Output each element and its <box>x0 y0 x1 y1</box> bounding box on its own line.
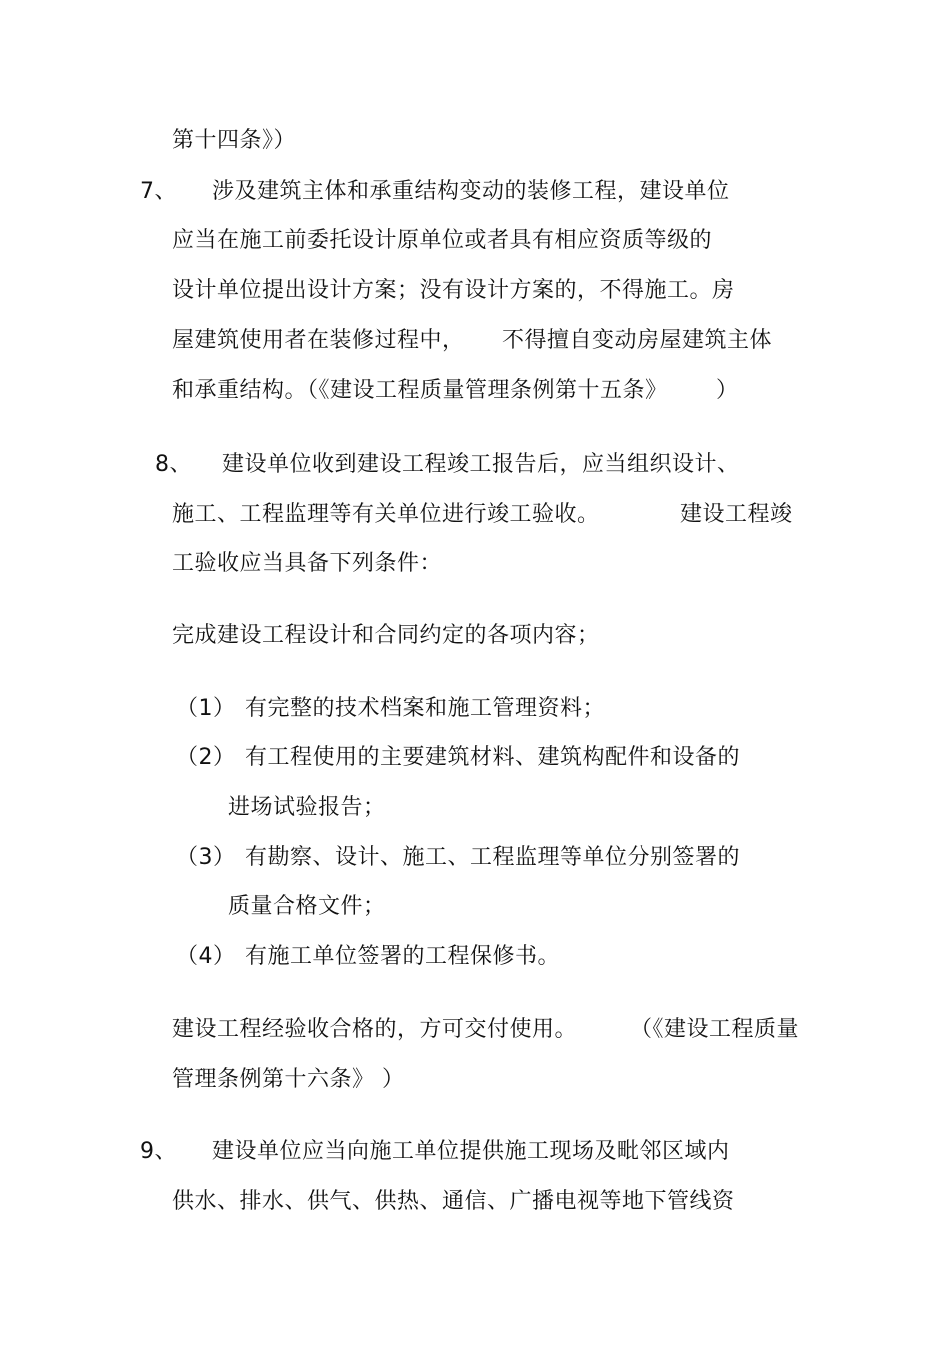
text-line: （《建设工程质量 <box>630 1017 800 1042</box>
item-number: 7、 <box>140 179 177 204</box>
text-line: 建设单位应当向施工单位提供施工现场及毗邻区域内 <box>212 1139 730 1164</box>
text-line: 设计单位提出设计方案；没有设计方案的，不得施工。房 <box>172 278 735 303</box>
text-line: 完成建设工程设计和合同约定的各项内容； <box>172 623 600 648</box>
list-marker: （2） <box>176 745 236 770</box>
item-number: 8、 <box>155 452 192 477</box>
list-item: 有勘察、设计、施工、工程监理等单位分别签署的 <box>245 845 741 870</box>
text-line: 供水、排水、供气、供热、通信、广播电视等地下管线资 <box>172 1189 735 1214</box>
list-item: 有完整的技术档案和施工管理资料； <box>245 696 606 721</box>
list-marker: （4） <box>176 944 236 969</box>
list-item: 有施工单位签署的工程保修书。 <box>245 944 561 969</box>
text-line: 建设单位收到建设工程竣工报告后，应当组织设计、 <box>222 452 740 477</box>
text-line: 和承重结构。（《建设工程质量管理条例第十五条》 <box>172 378 668 403</box>
list-item: 有工程使用的主要建筑材料、建筑构配件和设备的 <box>245 745 741 770</box>
text-line: 管理条例第十六条》 ） <box>172 1067 405 1092</box>
item-number: 9、 <box>140 1139 177 1164</box>
text-line: 涉及建筑主体和承重结构变动的装修工程，建设单位 <box>212 179 730 204</box>
list-marker: （1） <box>176 696 236 721</box>
list-item: 质量合格文件； <box>228 894 386 919</box>
text-line: 工验收应当具备下列条件： <box>172 551 443 576</box>
text-line: 应当在施工前委托设计原单位或者具有相应资质等级的 <box>172 228 713 253</box>
text-line: 建设工程经验收合格的，方可交付使用。 <box>172 1017 578 1042</box>
text-line: ） <box>716 378 739 403</box>
list-item: 进场试验报告； <box>228 795 386 820</box>
list-marker: （3） <box>176 845 236 870</box>
text-line: 不得擅自变动房屋建筑主体 <box>502 328 773 353</box>
text-line: 施工、工程监理等有关单位进行竣工验收。 <box>172 502 600 527</box>
text-line: 屋建筑使用者在装修过程中， <box>172 328 465 353</box>
text-line: 建设工程竣 <box>680 502 793 527</box>
text-line: 第十四条》） <box>172 128 297 153</box>
